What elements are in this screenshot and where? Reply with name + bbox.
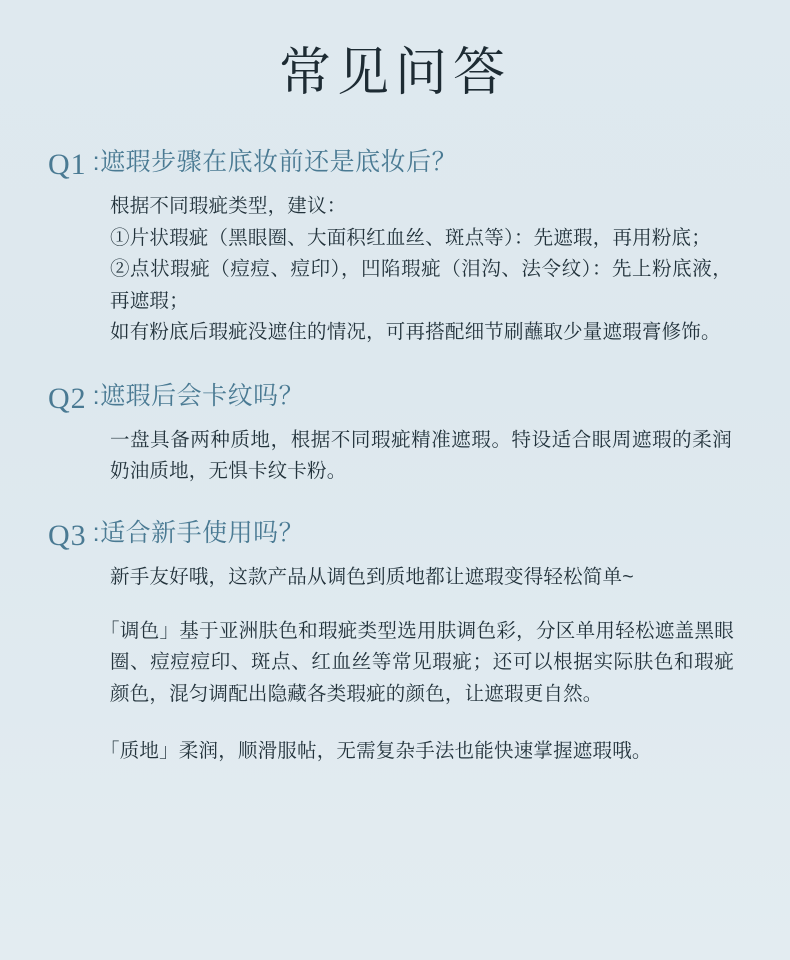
answer-line: ②点状瑕疵（痘痘、痘印），凹陷瑕疵（泪沟、法令纹）：先上粉底液，再遮瑕； <box>110 258 732 312</box>
question-label-q2: Q2 <box>48 381 87 415</box>
answer-q3-detail-texture: 「质地」柔润，顺滑服帖，无需复杂手法也能快速掌握遮瑕哦。 <box>100 740 652 763</box>
faq-list <box>0 147 790 768</box>
answer-line: 如有粉底后瑕疵没遮住的情况，可再搭配细节刷蘸取少量遮瑕膏修饰。 <box>110 321 721 344</box>
answer-q2 <box>110 425 742 488</box>
faq-item-q3 <box>48 518 742 768</box>
question-row <box>48 518 742 554</box>
question-text-q2: :遮瑕后会卡纹吗？ <box>92 381 305 410</box>
answer-line: ①片状瑕疵（黑眼圈、大面积红血丝、斑点等）：先遮瑕，再用粉底； <box>110 226 711 249</box>
section-spacer <box>48 494 742 518</box>
answer-q3 <box>110 562 742 594</box>
answer-line: 一盘具备两种质地，根据不同瑕疵精准遮瑕。特设适合眼周遮瑕的柔润奶油质地，无惧卡纹卡粉。 <box>110 428 732 483</box>
question-text-q1: :遮瑕步骤在底妆前还是底妆后？ <box>92 148 458 176</box>
question-row <box>48 147 742 183</box>
answer-q1 <box>110 191 742 349</box>
section-spacer <box>48 355 742 381</box>
answer-q3-detail-color: 「调色」基于亚洲肤色和瑕疵类型选用肤调色彩，分区单用轻松遮盖黑眼圈、痘痘痘印、斑点、红血丝等常见瑕疵；还可以根据实际肤色和瑕疵颜色，混匀调配出隐藏各类瑕疵的颜色，让遮瑕更自然。 <box>100 619 734 705</box>
question-label-q3: Q3 <box>48 519 87 553</box>
answer-line: 根据不同瑕疵类型，建议： <box>110 195 347 217</box>
question-row <box>48 381 742 417</box>
question-label-q1: Q1 <box>48 148 87 181</box>
answer-line: 新手友好哦，这款产品从调色到质地都让遮瑕变得轻松简单~ <box>110 566 634 589</box>
faq-item-q1 <box>48 147 742 349</box>
question-text-q3: :适合新手使用吗？ <box>92 519 305 548</box>
faq-item-q2 <box>48 381 742 488</box>
page-title: 常见问答 <box>278 45 511 102</box>
